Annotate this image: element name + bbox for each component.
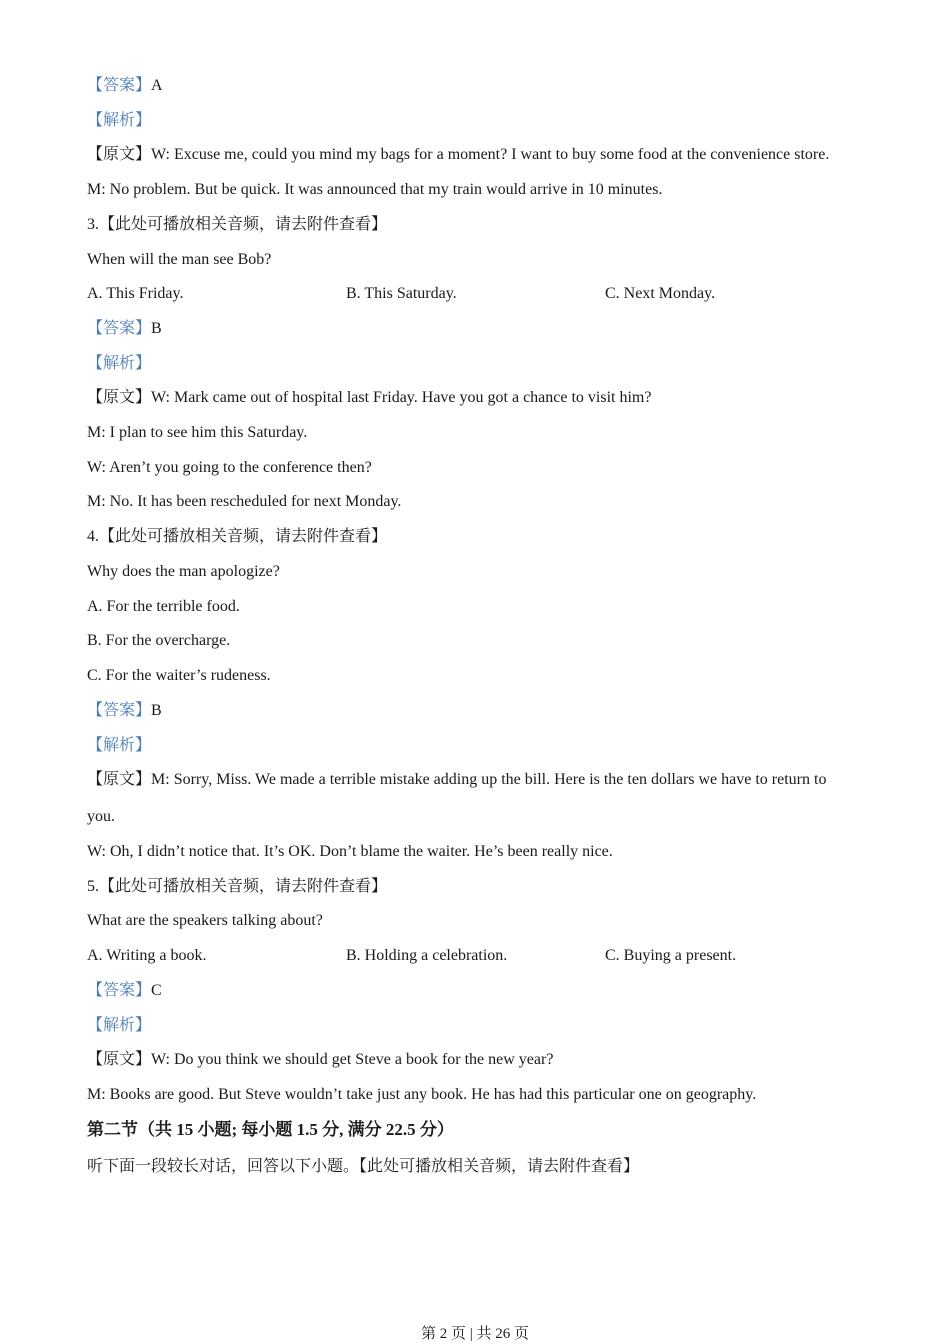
question-number: 5. <box>87 878 99 895</box>
dialogue-text: M: Sorry, Miss. We made a terrible mistake adding up the bill. Here is the ten dollars we have to return to <box>151 771 827 788</box>
option-a: A. Writing a book. <box>87 947 207 964</box>
question-number: 4. <box>87 528 99 545</box>
audio-note: 【此处可播放相关音频，请去附件查看】 <box>359 1158 640 1175</box>
question-text-q3: When will the man see Bob? <box>87 251 272 268</box>
original-tag: 【原文】 <box>87 771 152 788</box>
answer-line-q3 <box>87 319 162 339</box>
original-line-q3-1 <box>87 388 651 408</box>
analysis-tag-q5: 【解析】 <box>87 1017 152 1034</box>
original-line-q5-1 <box>87 1050 553 1070</box>
answer-line-q2 <box>87 76 163 96</box>
answer-tag: 【答案】 <box>87 982 152 999</box>
answer-line-q4 <box>87 701 162 721</box>
dialogue-line: W: Oh, I didn’t notice that. It’s OK. Don’t blame the waiter. He’s been really nice. <box>87 843 613 860</box>
analysis-tag-q4: 【解析】 <box>87 737 152 754</box>
original-line-q4-1 <box>87 770 826 790</box>
option-a: A. For the terrible food. <box>87 598 240 615</box>
original-tag: 【原文】 <box>87 1051 152 1068</box>
dialogue-text: W: Mark came out of hospital last Friday. Have you got a chance to visit him? <box>151 389 652 406</box>
option-b: B. Holding a celebration. <box>346 947 508 964</box>
audio-note: 【此处可播放相关音频，请去附件查看】 <box>99 216 388 233</box>
section-intro <box>87 1157 639 1177</box>
dialogue-line: you. <box>87 808 115 825</box>
dialogue-line: M: I plan to see him this Saturday. <box>87 424 308 441</box>
answer-value: B <box>151 320 162 337</box>
option-a: A. This Friday. <box>87 285 184 302</box>
answer-tag: 【答案】 <box>87 77 152 94</box>
question-text-q5: What are the speakers talking about? <box>87 912 323 929</box>
option-c: C. Buying a present. <box>605 947 737 964</box>
original-tag: 【原文】 <box>87 146 152 163</box>
option-c: C. Next Monday. <box>605 285 716 302</box>
answer-line-q5 <box>87 981 162 1001</box>
answer-value: C <box>151 982 162 999</box>
option-c: C. For the waiter’s rudeness. <box>87 667 271 684</box>
answer-tag: 【答案】 <box>87 702 152 719</box>
answer-value: B <box>151 702 162 719</box>
intro-text: 听下面一段较长对话，回答以下小题。 <box>87 1158 360 1175</box>
question-header-q4 <box>87 527 387 547</box>
original-line-q2-1 <box>87 145 829 165</box>
analysis-tag-q2: 【解析】 <box>87 112 152 129</box>
question-header-q3 <box>87 215 387 235</box>
question-header-q5 <box>87 877 387 897</box>
analysis-tag-q3: 【解析】 <box>87 355 152 372</box>
dialogue-line: M: No. It has been rescheduled for next Monday. <box>87 493 402 510</box>
dialogue-text: W: Excuse me, could you mind my bags for a moment? I want to buy some food at the convenience store. <box>151 146 830 163</box>
section-heading: 第二节（共 15 小题; 每小题 1.5 分, 满分 22.5 分） <box>87 1120 454 1139</box>
answer-tag: 【答案】 <box>87 320 152 337</box>
question-number: 3. <box>87 216 99 233</box>
option-b: B. For the overcharge. <box>87 632 231 649</box>
answer-value: A <box>151 77 163 94</box>
dialogue-line: M: No problem. But be quick. It was announced that my train would arrive in 10 minutes. <box>87 181 663 198</box>
option-b: B. This Saturday. <box>346 285 457 302</box>
original-tag: 【原文】 <box>87 389 152 406</box>
dialogue-line: W: Aren’t you going to the conference then? <box>87 459 372 476</box>
audio-note: 【此处可播放相关音频，请去附件查看】 <box>99 528 388 545</box>
question-text-q4: Why does the man apologize? <box>87 563 280 580</box>
dialogue-text: W: Do you think we should get Steve a book for the new year? <box>151 1051 554 1068</box>
page-footer: 第 2 页 | 共 26 页 <box>420 1326 529 1342</box>
dialogue-line: M: Books are good. But Steve wouldn’t take just any book. He has had this particular one on geography. <box>87 1086 757 1103</box>
audio-note: 【此处可播放相关音频，请去附件查看】 <box>99 878 388 895</box>
